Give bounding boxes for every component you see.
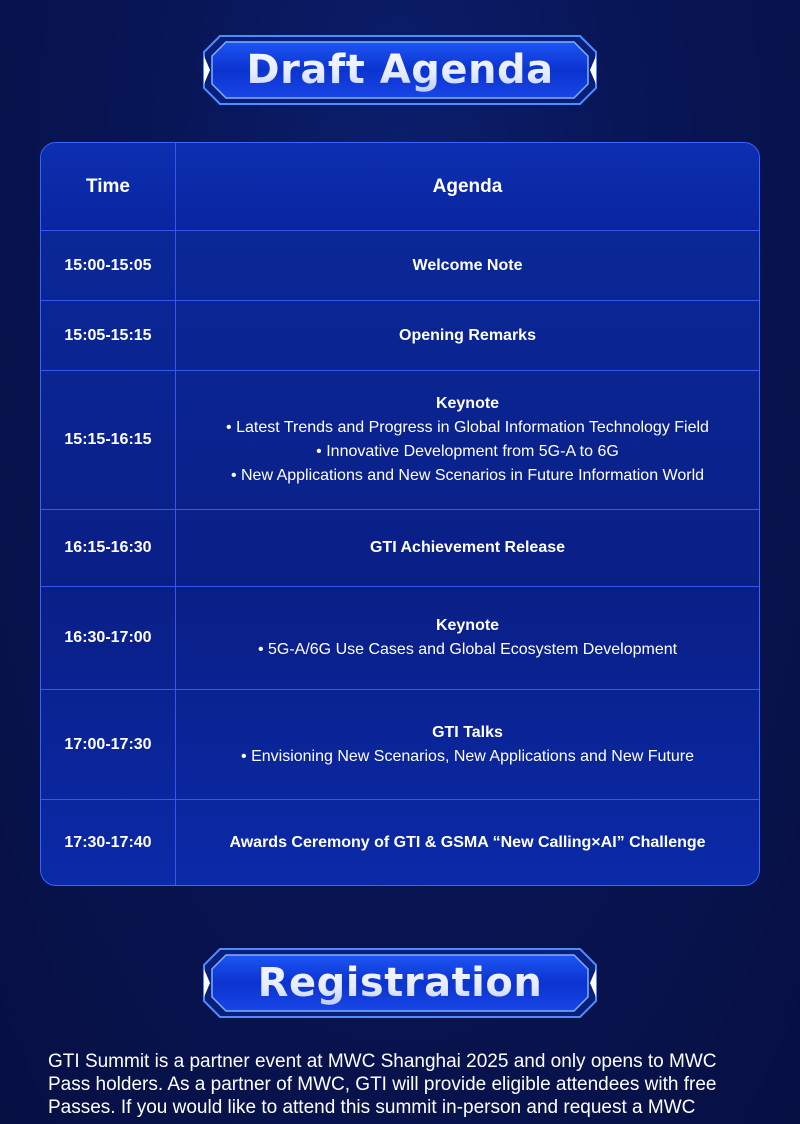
row-time: 16:30-17:00 bbox=[41, 587, 176, 689]
row-time: 17:30-17:40 bbox=[41, 800, 176, 885]
agenda-bullet: • 5G-A/6G Use Cases and Global Ecosystem Development bbox=[257, 641, 678, 658]
header-agenda: Agenda bbox=[432, 175, 503, 197]
row-agenda bbox=[176, 510, 759, 586]
agenda-table bbox=[40, 142, 760, 886]
agenda-banner-title: Draft Agenda bbox=[202, 34, 598, 106]
agenda-item-title: Keynote bbox=[435, 395, 500, 412]
registration-description: GTI Summit is a partner event at MWC Shanghai 2025 and only opens to MWC Pass holders. As a partner of MWC, GTI will provide eligible attendees with free Passes. If you would like to attend this summit in-person and request a MWC bbox=[48, 1051, 717, 1118]
agenda-item-title: GTI Talks bbox=[432, 723, 503, 741]
table-row bbox=[41, 231, 759, 301]
row-agenda bbox=[176, 371, 759, 509]
row-time: 16:15-16:30 bbox=[41, 510, 176, 586]
row-agenda bbox=[176, 231, 759, 300]
row-time: 17:00-17:30 bbox=[41, 690, 176, 799]
agenda-bullet: • New Applications and New Scenarios in Future Information World bbox=[230, 467, 705, 484]
table-row bbox=[41, 510, 759, 587]
row-agenda bbox=[176, 690, 759, 799]
row-agenda bbox=[176, 587, 759, 689]
agenda-item-title: Awards Ceremony of GTI & GSMA “New Calling×AI” Challenge bbox=[229, 833, 706, 851]
agenda-banner bbox=[202, 34, 598, 106]
agenda-bullet: • Latest Trends and Progress in Global Information Technology Field bbox=[226, 419, 709, 436]
agenda-item-title: Welcome Note bbox=[412, 256, 523, 274]
row-agenda bbox=[176, 800, 759, 885]
table-header-row bbox=[41, 143, 759, 231]
registration-banner bbox=[202, 947, 598, 1019]
table-row bbox=[41, 800, 759, 885]
agenda-bullet: • Envisioning New Scenarios, New Applications and New Future bbox=[241, 747, 694, 765]
agenda-bullet: • Innovative Development from 5G-A to 6G bbox=[316, 443, 619, 460]
table-row bbox=[41, 690, 759, 800]
row-time: 15:00-15:05 bbox=[41, 231, 176, 300]
row-time: 15:15-16:15 bbox=[41, 371, 176, 509]
agenda-item-title: Keynote bbox=[435, 617, 500, 634]
agenda-item-title: GTI Achievement Release bbox=[369, 539, 566, 556]
table-row bbox=[41, 301, 759, 371]
registration-banner-title: Registration bbox=[202, 947, 598, 1019]
agenda-item-title: Opening Remarks bbox=[399, 326, 536, 344]
row-agenda bbox=[176, 301, 759, 370]
row-time: 15:05-15:15 bbox=[41, 301, 176, 370]
table-row bbox=[41, 587, 759, 690]
header-time: Time bbox=[41, 143, 176, 230]
table-row bbox=[41, 371, 759, 510]
